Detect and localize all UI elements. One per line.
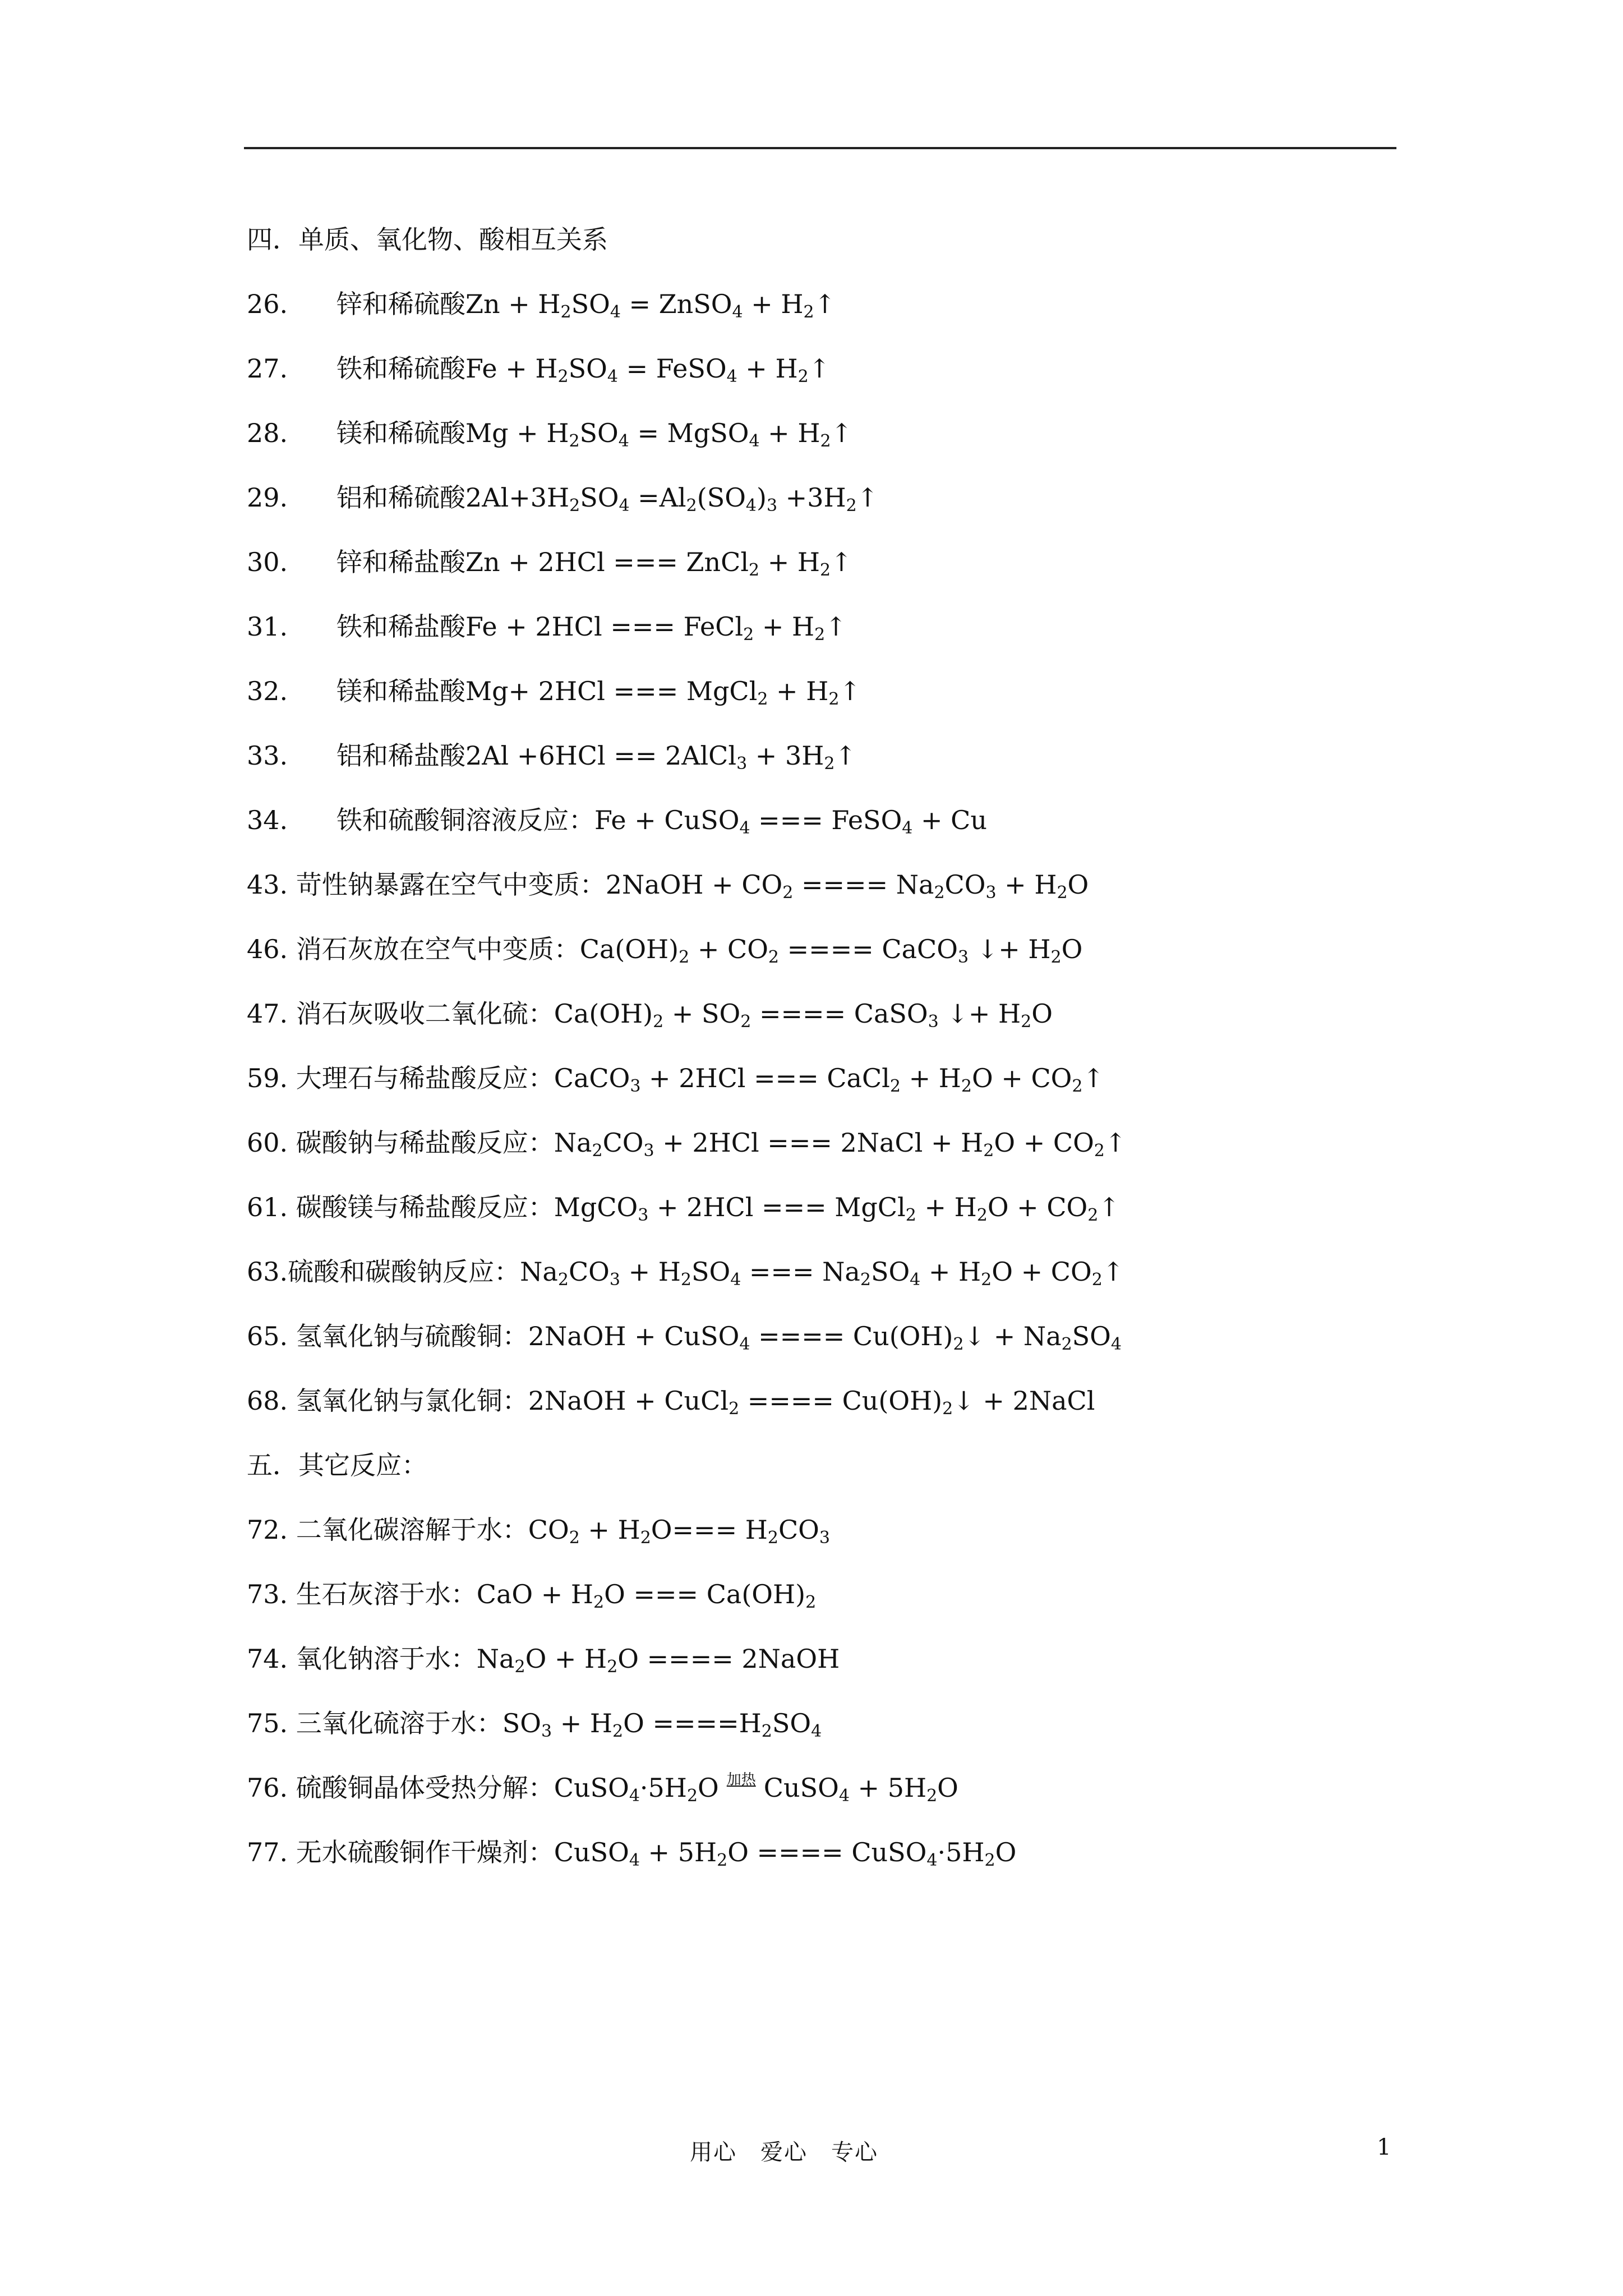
reaction-name: 铁和稀盐酸 — [336, 611, 465, 642]
item-number: 77. — [247, 1837, 288, 1867]
item-number: 30. — [247, 547, 288, 577]
item-number: 76. — [247, 1773, 288, 1803]
item-number: 59. — [247, 1063, 288, 1093]
equation-line — [247, 659, 1396, 724]
equation-line — [247, 595, 1396, 659]
reaction-name: 铁和稀硫酸 — [336, 353, 465, 384]
item-number: 27. — [247, 353, 288, 384]
item-number: 28. — [247, 418, 288, 448]
item-number: 47. — [247, 999, 288, 1029]
reaction-name: 铁和硫酸铜溶液反应： — [336, 805, 594, 835]
equation: $CuSO_4\cdot 5H_2O$ $^{加热}$ CuSO$_4$ + $5H_2O$ — [554, 1772, 958, 1806]
equation-line — [247, 1756, 1396, 1820]
header-rule — [244, 147, 1396, 149]
reaction-name: 硫酸铜晶体受热分解： — [296, 1773, 554, 1803]
reaction-name: 苛性钠暴露在空气中变质： — [296, 869, 606, 900]
item-number: 31. — [247, 611, 288, 642]
reaction-name: 氢氧化钠与硫酸铜： — [296, 1321, 528, 1351]
footer-motto: 用心 爱心 专心 — [690, 2139, 878, 2165]
reaction-name: 大理石与稀盐酸反应： — [296, 1063, 554, 1093]
equation-line — [247, 1240, 1396, 1304]
document-body — [247, 208, 1396, 1885]
section-heading: 四．单质、氧化物、酸相互关系 — [247, 224, 608, 255]
equation: $Zn + H_2SO_4$ = ZnSO$_4$ + $H_2↑$ — [465, 289, 836, 322]
equation: $Na_2O + H_2O$ ==== 2NaOH — [476, 1644, 840, 1677]
equation: Fe + CuSO$_4$ === FeSO$_4$ + Cu — [594, 805, 987, 838]
reaction-condition: 加热 — [726, 1772, 756, 1788]
equation: Mg+ 2HCl === MgCl$_2$ + $H_2↑$ — [465, 676, 861, 709]
equation: MgCO$_3$ + 2HCl === MgCl$_2$ + $H_2O$ + $CO_2↑$ — [554, 1192, 1120, 1225]
section-heading: 五．其它反应： — [247, 1450, 427, 1480]
equation: $Ca(OH)_2 + CO_2$ ==== CaCO$_3$ ↓+ $H_2O$ — [579, 934, 1083, 967]
equation-line — [247, 917, 1396, 982]
reaction-name: 生石灰溶于水： — [296, 1579, 477, 1609]
reaction-name: 无水硫酸铜作干燥剂： — [296, 1837, 554, 1867]
reaction-name: 镁和稀盐酸 — [336, 676, 465, 706]
item-number: 32. — [247, 676, 288, 706]
item-number: 33. — [247, 740, 288, 771]
reaction-name: 碳酸镁与稀盐酸反应： — [296, 1192, 554, 1222]
equation: $Na_2CO_3 + H_2SO_4$ === $Na_2SO_4 + H_2O$ + $CO_2↑$ — [520, 1257, 1124, 1290]
page-footer — [0, 2134, 1623, 2174]
equation-line — [247, 1691, 1396, 1756]
equation: $SO_3 + H_2O ====H_2SO_4$ — [502, 1708, 822, 1741]
equation-line — [247, 788, 1396, 853]
equation: Zn + 2HCl === ZnCl$_2$ + $H_2↑$ — [465, 547, 852, 580]
reaction-name: 铝和稀硫酸 — [336, 482, 465, 513]
reaction-name: 锌和稀硫酸 — [336, 289, 465, 319]
item-number: 72. — [247, 1515, 288, 1545]
equation: $Mg + H_2SO_4$ = MgSO$_4$ + $H_2↑$ — [465, 418, 853, 451]
item-number: 60. — [247, 1128, 288, 1158]
equation-line — [247, 337, 1396, 401]
equation-line — [247, 530, 1396, 595]
item-number: 46. — [247, 934, 288, 964]
equation: $CO_2 + H_2O=== H_2CO_3$ — [528, 1515, 830, 1548]
equation: $Ca(OH)_2 + SO_2$ ==== CaSO$_3$ ↓+ $H_2O$ — [554, 999, 1053, 1032]
reaction-name: 镁和稀硫酸 — [336, 418, 465, 448]
equation: CuSO$_4$ + $5H_2O$ ==== $CuSO_4\cdot 5H_2O$ — [554, 1837, 1017, 1870]
reaction-name: 锌和稀盐酸 — [336, 547, 465, 577]
equation: $Fe + H_2SO_4$ = FeSO$_4$ + $H_2↑$ — [465, 353, 831, 386]
item-number: 75. — [247, 1708, 288, 1738]
equation: Fe + 2HCl === FeCl$_2$ + $H_2↑$ — [465, 611, 847, 645]
equation: $2Al+3H_2SO_4 =Al_2(SO_4)_3$ $+3H_2↑$ — [465, 482, 879, 516]
item-number: 34. — [247, 805, 288, 835]
equation-line — [247, 1175, 1396, 1240]
equation-line — [247, 853, 1396, 917]
equation-line — [247, 401, 1396, 466]
equation-line — [247, 466, 1396, 530]
reaction-name: 氢氧化钠与氯化铜： — [296, 1386, 528, 1416]
equation-line — [247, 1627, 1396, 1691]
equation: 2NaOH + $CO_2$ ==== $Na_2CO_3 + H_2O$ — [605, 869, 1089, 903]
equation-line — [247, 1111, 1396, 1175]
equation-line — [247, 982, 1396, 1046]
reaction-name: 碳酸钠与稀盐酸反应： — [296, 1128, 554, 1158]
item-number: 43. — [247, 869, 288, 900]
reaction-name: 二氧化碳溶解于水： — [296, 1515, 528, 1545]
item-number: 26. — [247, 289, 288, 319]
page-number: 1 — [1377, 2134, 1391, 2160]
equation-line — [247, 1369, 1396, 1433]
item-number: 63. — [247, 1257, 288, 1287]
item-number: 29. — [247, 482, 288, 513]
item-number: 74. — [247, 1644, 288, 1674]
reaction-name: 硫酸和碳酸钠反应： — [288, 1257, 520, 1287]
equation: 2Al +6HCl == 2AlCl$_3$ + $3H_2↑$ — [465, 740, 856, 774]
reaction-name: 消石灰放在空气中变质： — [296, 934, 580, 964]
equation-line — [247, 1304, 1396, 1369]
item-number: 65. — [247, 1321, 288, 1351]
equation-line — [247, 1562, 1396, 1627]
equation-line — [247, 724, 1396, 788]
equation: 2NaOH + CuSO$_4$ ==== $Cu(OH)_2↓ + Na_2SO_4$ — [528, 1321, 1122, 1354]
equation-line — [247, 272, 1396, 337]
item-number: 73. — [247, 1579, 288, 1609]
equation-line — [247, 1820, 1396, 1885]
reaction-name: 铝和稀盐酸 — [336, 740, 465, 771]
equation-line — [247, 1498, 1396, 1562]
equation: CaCO$_3$ + 2HCl === CaCl$_2$ + $H_2O$ + $CO_2↑$ — [554, 1063, 1105, 1096]
equation: $Na_2CO_3 + 2HCl$ === 2NaCl + $H_2O$ + $CO_2↑$ — [554, 1128, 1127, 1161]
item-number: 61. — [247, 1192, 288, 1222]
reaction-name: 三氧化硫溶于水： — [296, 1708, 502, 1738]
equation: CaO + $H_2O$ === $Ca(OH)_2$ — [476, 1579, 817, 1612]
equation-line — [247, 1046, 1396, 1111]
equation: 2NaOH + CuCl$_2$ ==== $Cu(OH)_2↓$ + 2NaCl — [528, 1386, 1095, 1419]
reaction-name: 氧化钠溶于水： — [296, 1644, 477, 1674]
reaction-name: 消石灰吸收二氧化硫： — [296, 999, 554, 1029]
item-number: 68. — [247, 1386, 288, 1416]
